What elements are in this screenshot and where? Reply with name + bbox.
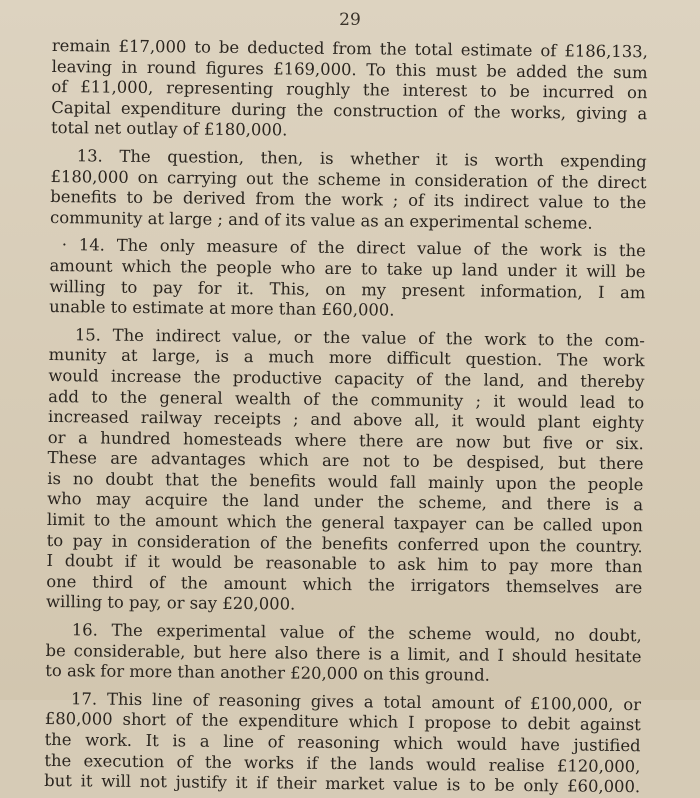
- paragraph-14: [49, 235, 646, 324]
- text-line: be considerable, but here also there is a limit, and I should hesitate: [45, 640, 642, 666]
- paragraph-17: [44, 689, 641, 798]
- text-line: would increase the productive capacity of the land, and thereby: [48, 365, 645, 392]
- text-line: total net outlay of £180,000.: [50, 118, 288, 140]
- text-line: I doubt if it would be reasonable to ask him to pay more than: [46, 551, 643, 577]
- text-line: to pay in consideration of the benefits conferred upon the country.: [46, 530, 643, 556]
- text-line: willing to pay, or say £20,000.: [45, 592, 296, 615]
- text-line: · 14. The only measure of the direct value of the work is the: [61, 235, 646, 261]
- text-line: is no doubt that the benefits would fall mainly upon the people: [47, 468, 644, 495]
- page-number: 29: [339, 10, 361, 30]
- text-line: remain £17,000 to be deducted from the total estimate of £186,133,: [51, 36, 648, 62]
- text-line: community at large ; and of its value as an experimental scheme.: [50, 207, 593, 233]
- text-line: the execution of the works if the lands would realise £120,000,: [44, 750, 641, 776]
- text-line: of £11,000, representing roughly the interest to be incurred on: [51, 77, 648, 103]
- text-line: to ask for more than another £20,000 on this ground.: [45, 661, 490, 685]
- body-text: [44, 36, 648, 798]
- text-line: £80,000 short of the expenditure which I propose to debit against: [44, 709, 641, 735]
- text-line: or a hundred homesteads where there are now but five or six.: [47, 427, 644, 453]
- text-line: These are advantages which are not to be despised, but there: [47, 448, 644, 474]
- text-line: Capital expenditure during the construction of the works, giving a: [51, 97, 648, 124]
- text-line: unable to estimate at more than £60,000.: [49, 297, 395, 320]
- text-line: willing to pay for it. This, on my present information, I am: [49, 276, 646, 302]
- paragraph-15: [46, 325, 645, 620]
- paragraph-13: [50, 146, 647, 235]
- text-line: benefits to be derived from the work ; of its indirect value to the: [50, 187, 647, 213]
- text-line: who may acquire the land under the scheme, and there is a: [47, 489, 644, 515]
- text-line: 16. The experimental value of the scheme would, no doubt,: [71, 620, 642, 646]
- text-line: the work. It is a line of reasoning which would have justified: [44, 729, 641, 756]
- text-line: £180,000 on carrying out the scheme in consideration of the direct: [50, 166, 647, 192]
- paragraph-continuation: [51, 36, 648, 145]
- text-line: increased railway receipts ; and above all, it would plant eighty: [47, 407, 645, 433]
- text-line: 15. The indirect value, or the value of the work to the com-: [74, 324, 645, 350]
- text-line: leaving in round figures £169,000. To this must be added the sum: [51, 56, 648, 82]
- text-line: munity at large, is a much more difficult question. The work: [48, 345, 645, 371]
- text-line: but it will not justify it if their market value is to be only £60,000.: [44, 771, 641, 797]
- text-line: amount which the people who are to take up land under it will be: [49, 255, 646, 282]
- text-line: 17. This line of reasoning gives a total amount of £100,000, or: [70, 689, 642, 715]
- text-line: add to the general wealth of the community ; it would lead to: [48, 386, 645, 412]
- text-line: one third of the amount which the irrigators themselves are: [46, 571, 643, 598]
- paragraph-16: [45, 620, 642, 688]
- text-line: 13. The question, then, is whether it is worth expending: [76, 146, 647, 172]
- text-line: limit to the amount which the general taxpayer can be called upon: [46, 510, 644, 536]
